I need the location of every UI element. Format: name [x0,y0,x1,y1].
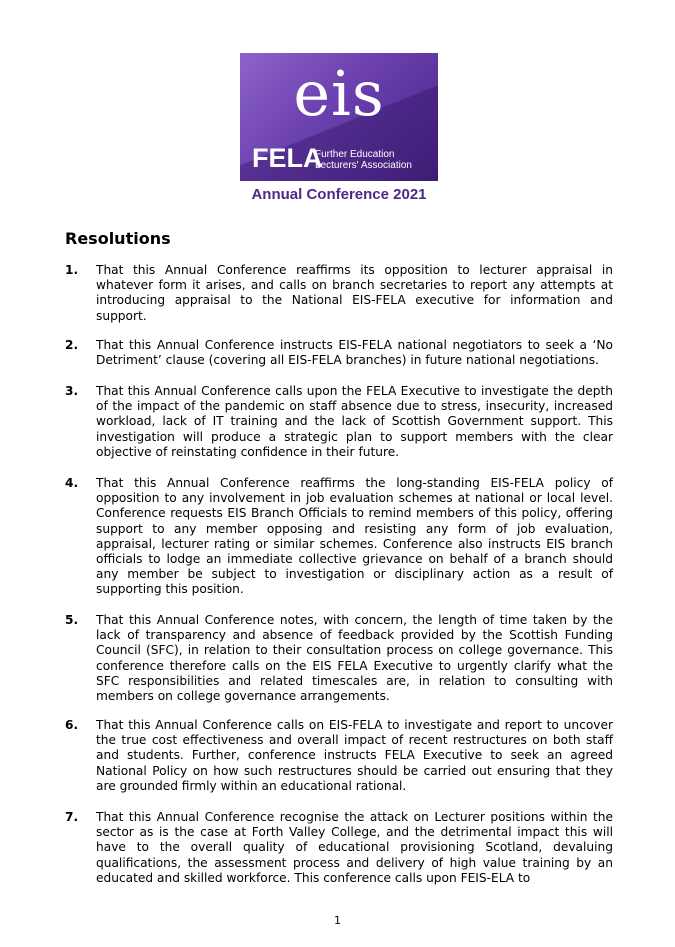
resolution-number: 2. [65,338,79,352]
resolution-item [65,338,613,368]
resolution-item [65,384,613,460]
logo-eis-text: eis [293,57,385,130]
resolution-text: That this Annual Conference reaffirms its opposition to lecturer appraisal in whatever form it arises, and calls on branch secretaries to report any attempts at introducing appraisal to the National EIS-FELA executive for information and support. [96,263,613,323]
resolution-item [65,263,613,324]
resolution-number: 6. [65,718,79,732]
section-title: Resolutions [65,229,171,248]
resolution-number: 7. [65,810,79,824]
resolution-text: That this Annual Conference recognise the attack on Lecturer positions within the sector as is the case at Forth Valley College, and the detrimental impact this will have to the overall quality of educational provisioning Scotland, devaluing qualifications, the assessment process and delivery of high value training by an educated and skilled workforce. This conference calls upon FEIS-ELA to [96,810,613,885]
resolution-number: 1. [65,263,79,277]
logo-fela-text: FELA [252,143,323,173]
conference-title: Annual Conference 2021 [251,186,427,203]
resolution-text: That this Annual Conference calls on EIS-FELA to investigate and report to uncover the true cost effectiveness and overall impact of recent restructures on both staff and students. Further, conference instructs FELA Executive to seek an agreed National Policy on how such restructures should be carried out ensuring that they are grounded firmly within an educational rational. [96,718,613,793]
resolution-text: That this Annual Conference instructs EIS-FELA national negotiators to seek a ‘No Detriment’ clause (covering all EIS-FELA branches) in future national negotiations. [96,338,613,368]
resolution-item [65,476,613,598]
resolution-number: 4. [65,476,79,490]
page-number: 1 [334,914,341,927]
resolution-number: 5. [65,613,79,627]
logo-subtitle-line2: Lecturers' Association [315,160,412,171]
resolution-number: 3. [65,384,79,398]
resolution-item [65,810,613,886]
eis-fela-logo [240,53,438,181]
resolution-text: That this Annual Conference reaffirms the long-standing EIS-FELA policy of opposition to any involvement in job evaluation schemes at national or local level. Conference requests EIS Branch Officials to remind members of this policy, offering support to any member opposing and resisting any form of job evaluation, appraisal, lecturer rating or similar schemes. Conference also instructs EIS branch officials to lodge an immediate collective grievance on behalf of a branch should any member be subject to investigation or disciplinary action as a result of supporting this position. [96,476,613,597]
resolution-text: That this Annual Conference notes, with concern, the length of time taken by the lack of transparency and absence of feedback provided by the Scottish Funding Council (SFC), in relation to their consultation process on college governance. This conference therefore calls on the EIS FELA Executive to urgently clarify what the SFC responsibilities and related timescales are, in relation to consulting with members on college governance arrangements. [96,613,613,704]
resolution-text: That this Annual Conference calls upon the FELA Executive to investigate the depth of the impact of the pandemic on staff absence due to stress, insecurity, increased workload, lack of IT training and the lack of Scottish Government support. This investigation will produce a strategic plan to support members with the clear objective of reinstating confidence in their future. [96,384,613,459]
resolution-item [65,613,613,704]
resolution-item [65,718,613,794]
logo-subtitle-line1: Further Education [315,149,395,160]
logo-subtitle [315,149,435,171]
